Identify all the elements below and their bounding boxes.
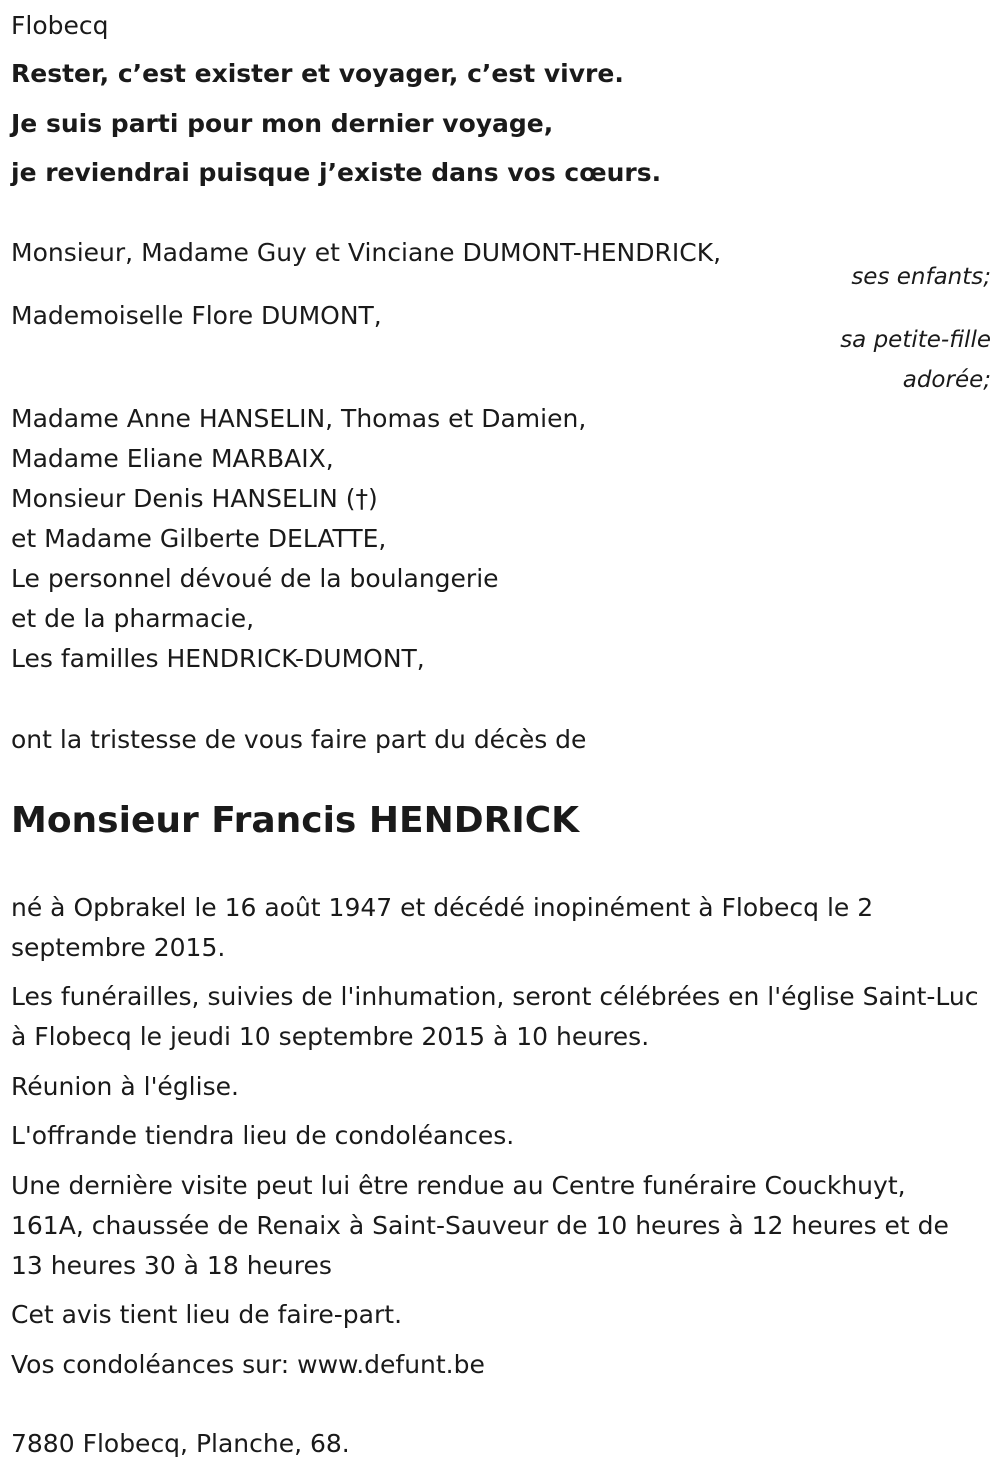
poem-line-3: je reviendrai puisque j’existe dans vos cœurs. [11, 158, 662, 187]
family-member: Les familles HENDRICK-DUMONT, [11, 644, 425, 673]
deceased-name: Monsieur Francis HENDRICK [11, 800, 580, 841]
family-member: et de la pharmacie, [11, 604, 255, 633]
family-member: Madame Eliane MARBAIX, [11, 444, 334, 473]
family-granddaughter: Mademoiselle Flore DUMONT, [11, 301, 382, 330]
visit-paragraph: Une dernière visite peut lui être rendue au Centre funéraire Couckhuyt, 161A, chaussée de Renaix à Saint-Sauveur de 10 heures à 12 heures et de 13 heures 30 à 18 heures [11, 1171, 949, 1280]
granddaughter-role-line-1: sa petite-fille [840, 327, 991, 353]
granddaughter-role-line-2: adorée; [902, 367, 991, 393]
condolences-link[interactable]: Vos condoléances sur: www.defunt.be [11, 1350, 485, 1379]
funeral-paragraph: Les funérailles, suivies de l'inhumation, seront célébrées en l'église Saint-Luc à Flobecq le jeudi 10 septembre 2015 à 10 heures. [11, 982, 979, 1051]
obituary-notice [11, 0, 991, 1480]
address: 7880 Flobecq, Planche, 68. [11, 1429, 350, 1458]
family-member: Le personnel dévoué de la boulangerie [11, 564, 499, 593]
offering-paragraph: L'offrande tiendra lieu de condoléances. [11, 1121, 515, 1150]
family-children: Monsieur, Madame Guy et Vinciane DUMONT-HENDRICK, [11, 238, 722, 267]
family-member: Madame Anne HANSELIN, Thomas et Damien, [11, 404, 587, 433]
notice-paragraph: Cet avis tient lieu de faire-part. [11, 1300, 403, 1329]
poem-line-1: Rester, c’est exister et voyager, c’est vivre. [11, 59, 624, 88]
meeting-paragraph: Réunion à l'église. [11, 1072, 239, 1101]
announcement-text: ont la tristesse de vous faire part du décès de [11, 725, 587, 754]
family-member: Monsieur Denis HANSELIN (†) [11, 484, 378, 513]
family-member: et Madame Gilberte DELATTE, [11, 524, 387, 553]
location-header: Flobecq [11, 11, 109, 40]
birth-death-paragraph: né à Opbrakel le 16 août 1947 et décédé inopinément à Flobecq le 2 septembre 2015. [11, 893, 874, 962]
poem-line-2: Je suis parti pour mon dernier voyage, [11, 109, 554, 138]
children-role: ses enfants; [851, 264, 991, 290]
